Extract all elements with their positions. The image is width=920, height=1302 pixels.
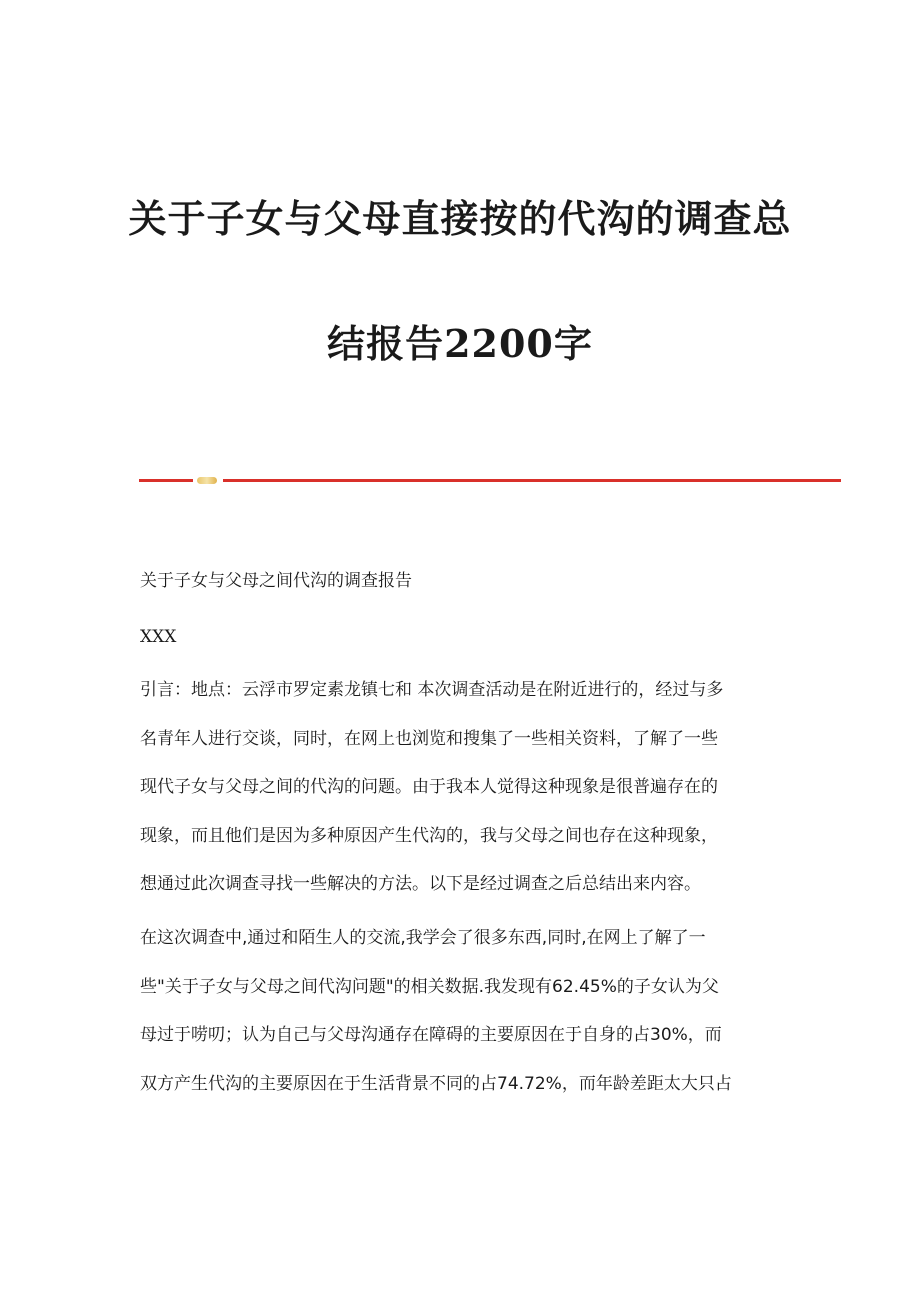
paragraph-line: 现象，而且他们是因为多种原因产生代沟的，我与父母之间也存在这种现象， [140,825,718,846]
paragraph-line: 些"关于子女与父母之间代沟问题"的相关数据.我发现有62.45%的子女认为父 [140,976,719,997]
paragraph-findings [140,914,780,1108]
title-divider [139,476,841,484]
document-title-line-1: 关于子女与父母直接按的代沟的调查总 [128,196,792,241]
divider-bar-left [139,479,193,482]
paragraph-line: 在这次调查中,通过和陌生人的交流,我学会了很多东西,同时,在网上了解了一 [140,928,706,948]
report-author: XXX [140,627,177,647]
paragraph-line: 双方产生代沟的主要原因在于生活背景不同的占74.72%，而年龄差距太大只占 [140,1073,732,1094]
divider-bar-right [223,479,841,482]
paragraph-line: 现代子女与父母之间的代沟的问题。由于我本人觉得这种现象是很普遍存在的 [140,777,718,797]
paragraph-line: 引言：地点：云浮市罗定素龙镇七和 本次调查活动是在附近进行的，经过与多 [140,680,724,700]
document-title-line-2: 结报告2200字 [327,321,593,366]
paragraph-line: 名青年人进行交谈，同时，在网上也浏览和搜集了一些相关资料，了解了一些 [140,728,718,749]
divider-ornament-icon [197,477,217,484]
report-subtitle: 关于子女与父母之间代沟的调查报告 [140,571,412,591]
paragraph-line: 想通过此次调查寻找一些解决的方法。以下是经过调查之后总结出来内容。 [140,874,701,894]
paragraph-line: 母过于唠叨；认为自己与父母沟通存在障碍的主要原因在于自身的占30%，而 [140,1025,722,1045]
paragraph-introduction [140,666,780,909]
